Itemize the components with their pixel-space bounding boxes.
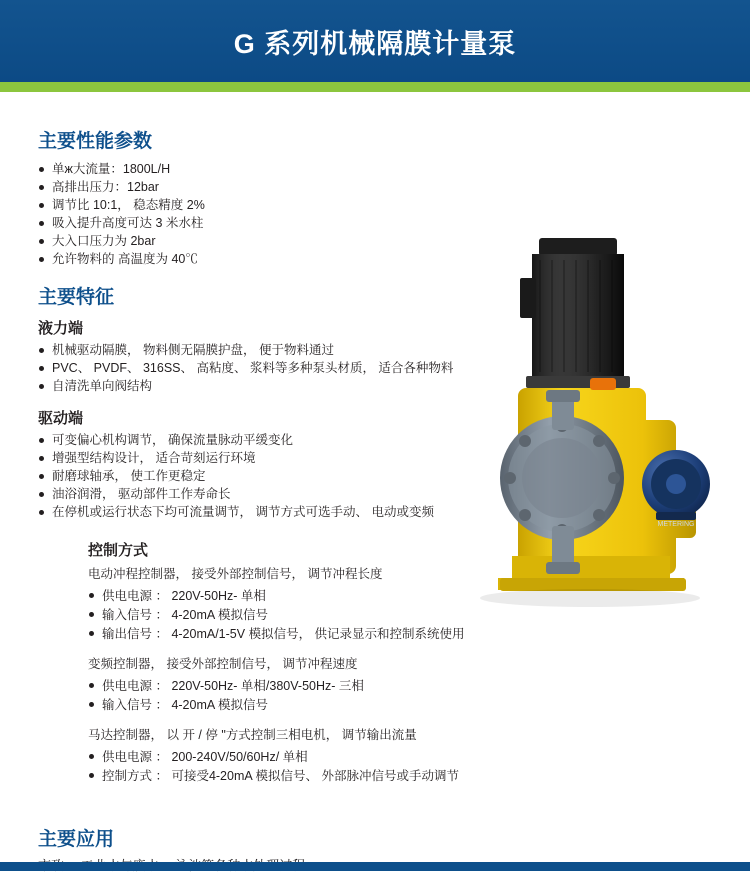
list-item: 输出信号 ： 4-20mA/1-5V 模拟信号， 供记录显示和控制系统使用 bbox=[88, 625, 508, 643]
list-item: 油浴润滑， 驱动部件工作寿命长 bbox=[38, 486, 468, 503]
list-item: 供电电源 ： 220V-50Hz- 单相/380V-50Hz- 三相 bbox=[88, 677, 508, 695]
svg-text:METERING: METERING bbox=[657, 521, 695, 528]
application-title: 主要应用 bbox=[38, 829, 115, 850]
control-group-list bbox=[88, 677, 508, 714]
list-item: 供电电源 ： 220V-50Hz- 单相 bbox=[88, 587, 508, 605]
list-item: 输入信号 ： 4-20mA 模拟信号 bbox=[88, 696, 508, 714]
section-features bbox=[38, 282, 468, 521]
performance-title: 主要性能参数 bbox=[38, 131, 153, 152]
left-column bbox=[38, 126, 468, 798]
control-group-motor bbox=[88, 727, 508, 785]
list-item: 在停机或运行状态下均可流量调节， 调节方式可选手动、 电动或变频 bbox=[38, 504, 468, 521]
control-group-intro: 变频控制器， 接受外部控制信号， 调节冲程速度 bbox=[88, 657, 358, 671]
list-item: 控制方式 ： 可接受4-20mA 模拟信号、 外部脉冲信号或手动调节 bbox=[88, 767, 508, 785]
list-item: PVC、 PVDF、 316SS、 高粘度、 浆料等多种泵头材质， 适合各种物料 bbox=[38, 360, 468, 377]
list-item: 调节比 10:1， 稳态精度 2% bbox=[38, 197, 468, 214]
section-control bbox=[38, 539, 508, 785]
list-item: 吸入提升高度可达 3 米水柱 bbox=[38, 215, 468, 232]
list-item: 增强型结构设计， 适合苛刻运行环境 bbox=[38, 450, 468, 467]
control-group-intro: 马达控制器， 以 开 / 停 "方式控制三相电机， 调节输出流量 bbox=[88, 728, 417, 742]
control-group-vfd bbox=[88, 656, 508, 714]
control-group-intro: 电动冲程控制器， 接受外部控制信号， 调节冲程长度 bbox=[88, 567, 383, 581]
list-item: 自清洗单向阀结构 bbox=[38, 378, 468, 395]
performance-list bbox=[38, 161, 468, 268]
list-item: 大入口压力为 2bar bbox=[38, 233, 468, 250]
control-title: 控制方式 bbox=[88, 542, 149, 559]
section-performance bbox=[38, 126, 468, 268]
list-item: 高排出压力：12bar bbox=[38, 179, 468, 196]
list-item: 单ж大流量：1800L/H bbox=[38, 161, 468, 178]
list-item: 输入信号 ： 4-20mA 模拟信号 bbox=[88, 606, 508, 624]
drive-list bbox=[38, 432, 468, 521]
header-green-bar bbox=[0, 82, 750, 92]
list-item: 供电电源 ： 200-240V/50/60Hz/ 单相 bbox=[88, 748, 508, 766]
features-title: 主要特征 bbox=[38, 287, 115, 308]
hydraulic-title: 液力端 bbox=[38, 320, 84, 337]
control-group-list bbox=[88, 748, 508, 785]
list-item: 允许物料的 高温度为 40℃ bbox=[38, 251, 468, 268]
page-title: G 系列机械隔膜计量泵 bbox=[233, 28, 517, 59]
list-item: 机械驱动隔膜， 物料侧无隔膜护盘， 便于物料通过 bbox=[38, 342, 468, 359]
list-item: 可变偏心机构调节， 确保流量脉动平缓变化 bbox=[38, 432, 468, 449]
list-item: 耐磨球轴承， 使工作更稳定 bbox=[38, 468, 468, 485]
hydraulic-list bbox=[38, 342, 468, 395]
drive-title: 驱动端 bbox=[38, 410, 84, 427]
pump-illustration bbox=[440, 226, 740, 646]
page-header bbox=[0, 0, 750, 82]
header-white-bar bbox=[0, 92, 750, 96]
footer-blue-bar bbox=[0, 862, 750, 871]
